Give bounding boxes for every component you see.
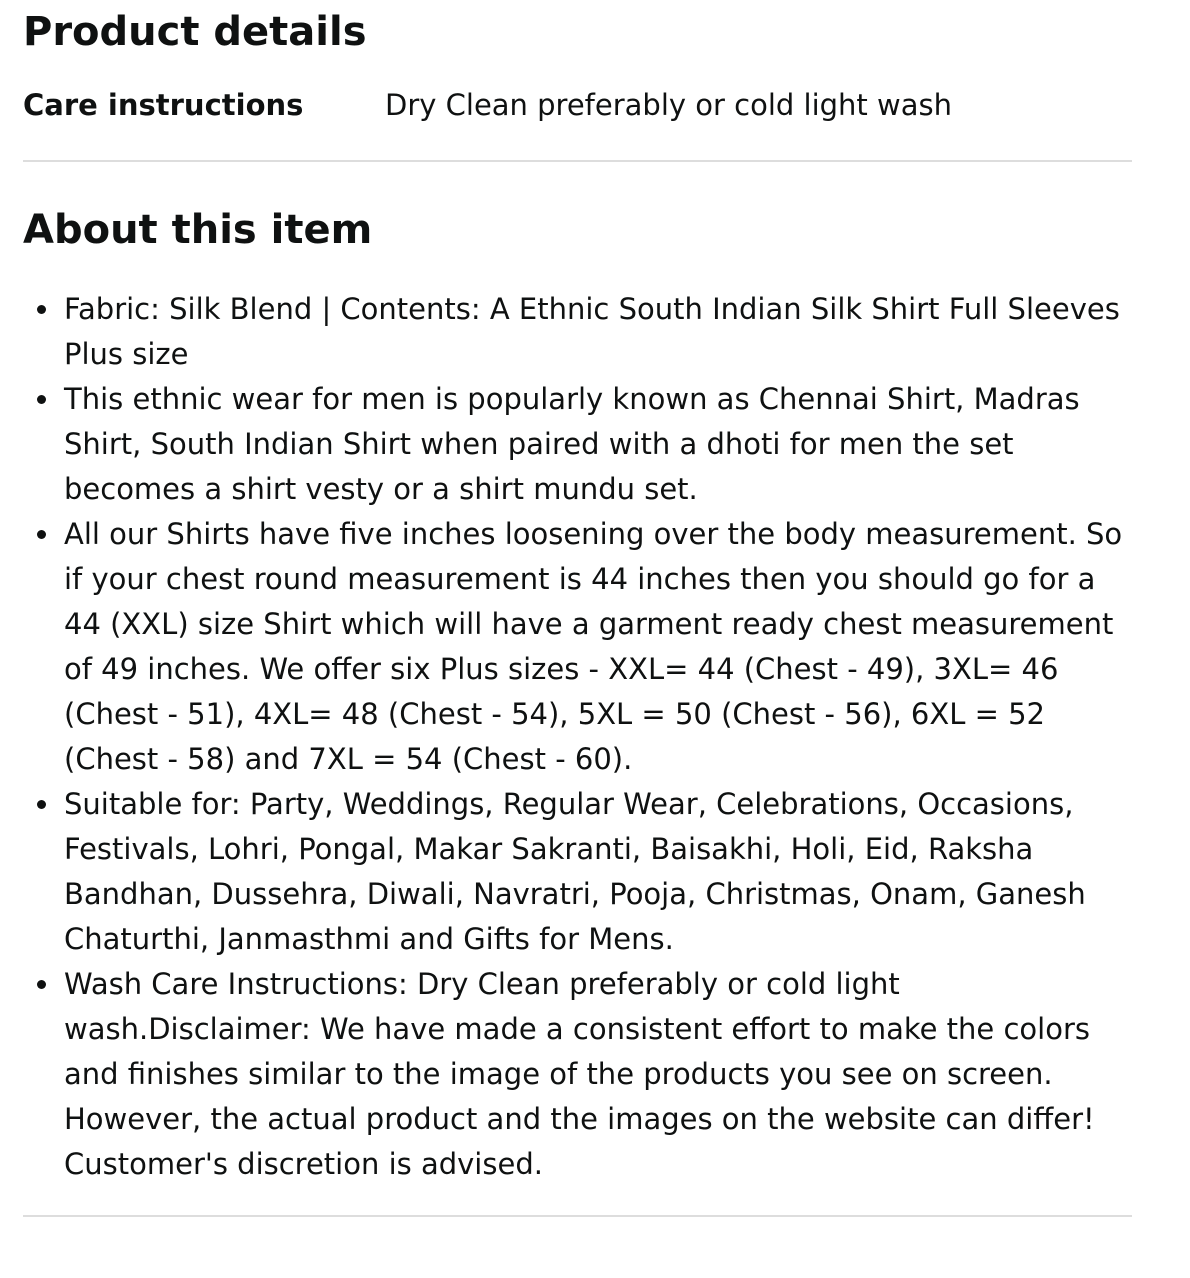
about-bullet-list [23,287,1132,1187]
list-item [23,377,1132,512]
bullet-dot-icon [37,800,46,809]
bullet-text: Wash Care Instructions: Dry Clean preferably or cold light wash.Disclaimer: We have made a consistent effort to make the colors and finishes similar to the image of the products you see on screen. However, the actual product and the images on the website can differ! Customer's discretion is advised. [64,967,1095,1181]
section-divider [23,160,1132,162]
list-item [23,962,1132,1187]
section-divider [23,1215,1132,1217]
detail-label: Care instructions [23,88,304,122]
bullet-dot-icon [37,395,46,404]
about-this-item-title: About this item [23,207,373,253]
bullet-text: All our Shirts have five inches loosening over the body measurement. So if your chest round measurement is 44 inches then you should go for a 44 (XXL) size Shirt which will have a garment ready chest measurement of 49 inches. We offer six Plus sizes - XXL= 44 (Chest - 49), 3XL= 46 (Chest - 51), 4XL= 48 (Chest - 54), 5XL = 50 (Chest - 56), 6XL = 52 (Chest - 58) and 7XL = 54 (Chest - 60). [64,517,1123,776]
list-item [23,287,1132,377]
list-item [23,512,1132,782]
bullet-text: Suitable for: Party, Weddings, Regular Wear, Celebrations, Occasions, Festivals, Lohri, Pongal, Makar Sakranti, Baisakhi, Holi, Eid, Raksha Bandhan, Dussehra, Diwali, Navratri, Pooja, Christmas, Onam, Ganesh Chaturthi, Janmasthmi and Gifts for Mens. [64,787,1086,956]
bullet-text: This ethnic wear for men is popularly known as Chennai Shirt, Madras Shirt, South Indian Shirt when paired with a dhoti for men the set becomes a shirt vesty or a shirt mundu set. [64,382,1080,506]
bullet-dot-icon [37,980,46,989]
bullet-dot-icon [37,305,46,314]
detail-value: Dry Clean preferably or cold light wash [385,88,953,122]
product-details-title: Product details [23,9,367,55]
bullet-text: Fabric: Silk Blend | Contents: A Ethnic South Indian Silk Shirt Full Sleeves Plus size [64,292,1120,371]
list-item [23,782,1132,962]
bullet-dot-icon [37,530,46,539]
detail-row-care-instructions [23,87,1132,123]
